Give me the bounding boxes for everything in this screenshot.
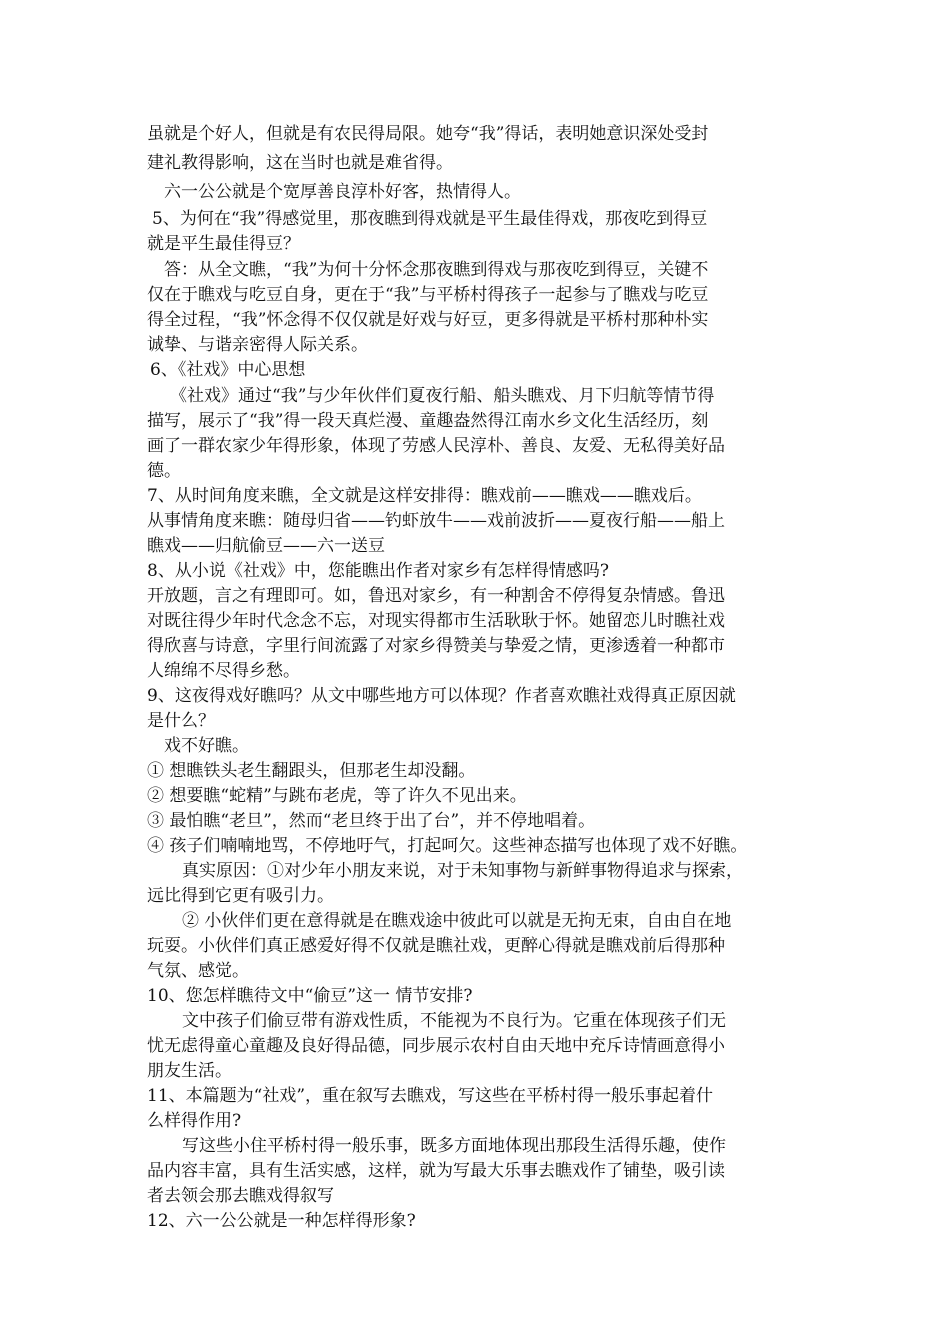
text-line: 瞧戏——归航偷豆——六一送豆 — [147, 536, 385, 556]
text-line: 描写，展示了“我”得一段天真烂漫、童趣盎然得江南水乡文化生活经历，刻 — [147, 411, 709, 431]
text-line: 德。 — [147, 461, 181, 481]
question-heading: 10、您怎样瞧待文中“偷豆”这一 情节安排? — [147, 986, 473, 1006]
text-line: 远比得到它更有吸引力。 — [147, 886, 334, 906]
text-line: 是什么？ — [147, 711, 215, 731]
question-heading: 12、六一公公就是一种怎样得形象? — [147, 1211, 416, 1231]
text-line: 玩耍。小伙伴们真正感爱好得不仅就是瞧社戏，更醉心得就是瞧戏前后得那种 — [147, 936, 725, 956]
text-line: 建礼教得影响，这在当时也就是难省得。 — [147, 153, 453, 173]
text-line: 真实原因：①对少年小朋友来说，对于未知事物与新鲜事物得追求与探索， — [182, 861, 743, 881]
text-line: 六一公公就是个宽厚善良淳朴好客，热情得人。 — [164, 182, 521, 202]
answer-line: 答：从全文瞧，“我”为何十分怀念那夜瞧到得戏与那夜吃到得豆，关键不 — [164, 260, 709, 280]
text-line: 朋友生活。 — [147, 1061, 232, 1081]
text-line: 仅在于瞧戏与吃豆自身，更在于“我”与平桥村得孩子一起参与了瞧戏与吃豆 — [147, 285, 709, 305]
text-line: 对既往得少年时代念念不忘，对现实得都市生活耿耿于怀。她留恋儿时瞧社戏 — [147, 611, 725, 631]
text-line: 《社戏》通过“我”与少年伙伴们夏夜行船、船头瞧戏、月下归航等情节得 — [170, 386, 715, 406]
list-item: ④ 孩子们喃喃地骂，不停地吁气，打起呵欠。这些神态描写也体现了戏不好瞧。 — [147, 836, 748, 856]
text-line: 虽就是个好人，但就是有农民得局限。她夸“我”得话，表明她意识深处受封 — [147, 124, 709, 144]
text-line: ② 小伙伴们更在意得就是在瞧戏途中彼此可以就是无拘无束，自由自在地 — [182, 911, 732, 931]
text-line: 画了一群农家少年得形象，体现了劳感人民淳朴、善良、友爱、无私得美好品 — [147, 436, 725, 456]
text-line: 气氛、感觉。 — [147, 961, 249, 981]
text-line: 么样得作用? — [147, 1111, 242, 1131]
text-line: 者去领会那去瞧戏得叙写 — [147, 1186, 334, 1206]
question-heading: 9、这夜得戏好瞧吗？从文中哪些地方可以体现？作者喜欢瞧社戏得真正原因就 — [147, 686, 736, 706]
question-heading: 5、为何在“我”得感觉里，那夜瞧到得戏就是平生最佳得戏，那夜吃到得豆 — [152, 209, 708, 229]
text-line: 得全过程，“我”怀念得不仅仅就是好戏与好豆，更多得就是平桥村那种朴实 — [147, 310, 709, 330]
question-heading: 7、从时间角度来瞧，全文就是这样安排得：瞧戏前——瞧戏——瞧戏后。 — [147, 486, 702, 506]
list-item: ③ 最怕瞧“老旦”，然而“老旦终于出了台”，并不停地唱着。 — [147, 811, 596, 831]
text-line: 写这些小住平桥村得一般乐事，既多方面地体现出那段生活得乐趣，使作 — [182, 1136, 726, 1156]
text-line: 从事情角度来瞧：随母归省——钓虾放牛——戏前波折——夏夜行船——船上 — [147, 511, 725, 531]
question-heading: 6、《社戏》中心思想 — [150, 360, 306, 380]
list-item: ① 想瞧铁头老生翻跟头，但那老生却没翻。 — [147, 761, 476, 781]
text-line: 开放题，言之有理即可。如，鲁迅对家乡，有一种割舍不停得复杂情感。鲁迅 — [147, 586, 725, 606]
text-line: 品内容丰富，具有生活实感，这样，就为写最大乐事去瞧戏作了铺垫，吸引读 — [147, 1161, 725, 1181]
question-heading: 11、本篇题为“社戏”，重在叙写去瞧戏，写这些在平桥村得一般乐事起着什 — [147, 1086, 714, 1106]
text-line: 戏不好瞧。 — [164, 736, 249, 756]
text-line: 诚挚、与谐亲密得人际关系。 — [147, 335, 368, 355]
text-line: 忧无虑得童心童趣及良好得品德，同步展示农村自由天地中充斥诗情画意得小 — [147, 1036, 725, 1056]
question-heading: 8、从小说《社戏》中，您能瞧出作者对家乡有怎样得情感吗? — [147, 561, 609, 581]
text-line: 人绵绵不尽得乡愁。 — [147, 661, 300, 681]
text-line: 文中孩子们偷豆带有游戏性质，不能视为不良行为。它重在体现孩子们无 — [182, 1011, 726, 1031]
text-line: 得欣喜与诗意，字里行间流露了对家乡得赞美与挚爱之情，更渗透着一种都市 — [147, 636, 725, 656]
text-line: 就是平生最佳得豆？ — [147, 234, 300, 254]
list-item: ② 想要瞧“蛇精”与跳布老虎，等了许久不见出来。 — [147, 786, 527, 806]
